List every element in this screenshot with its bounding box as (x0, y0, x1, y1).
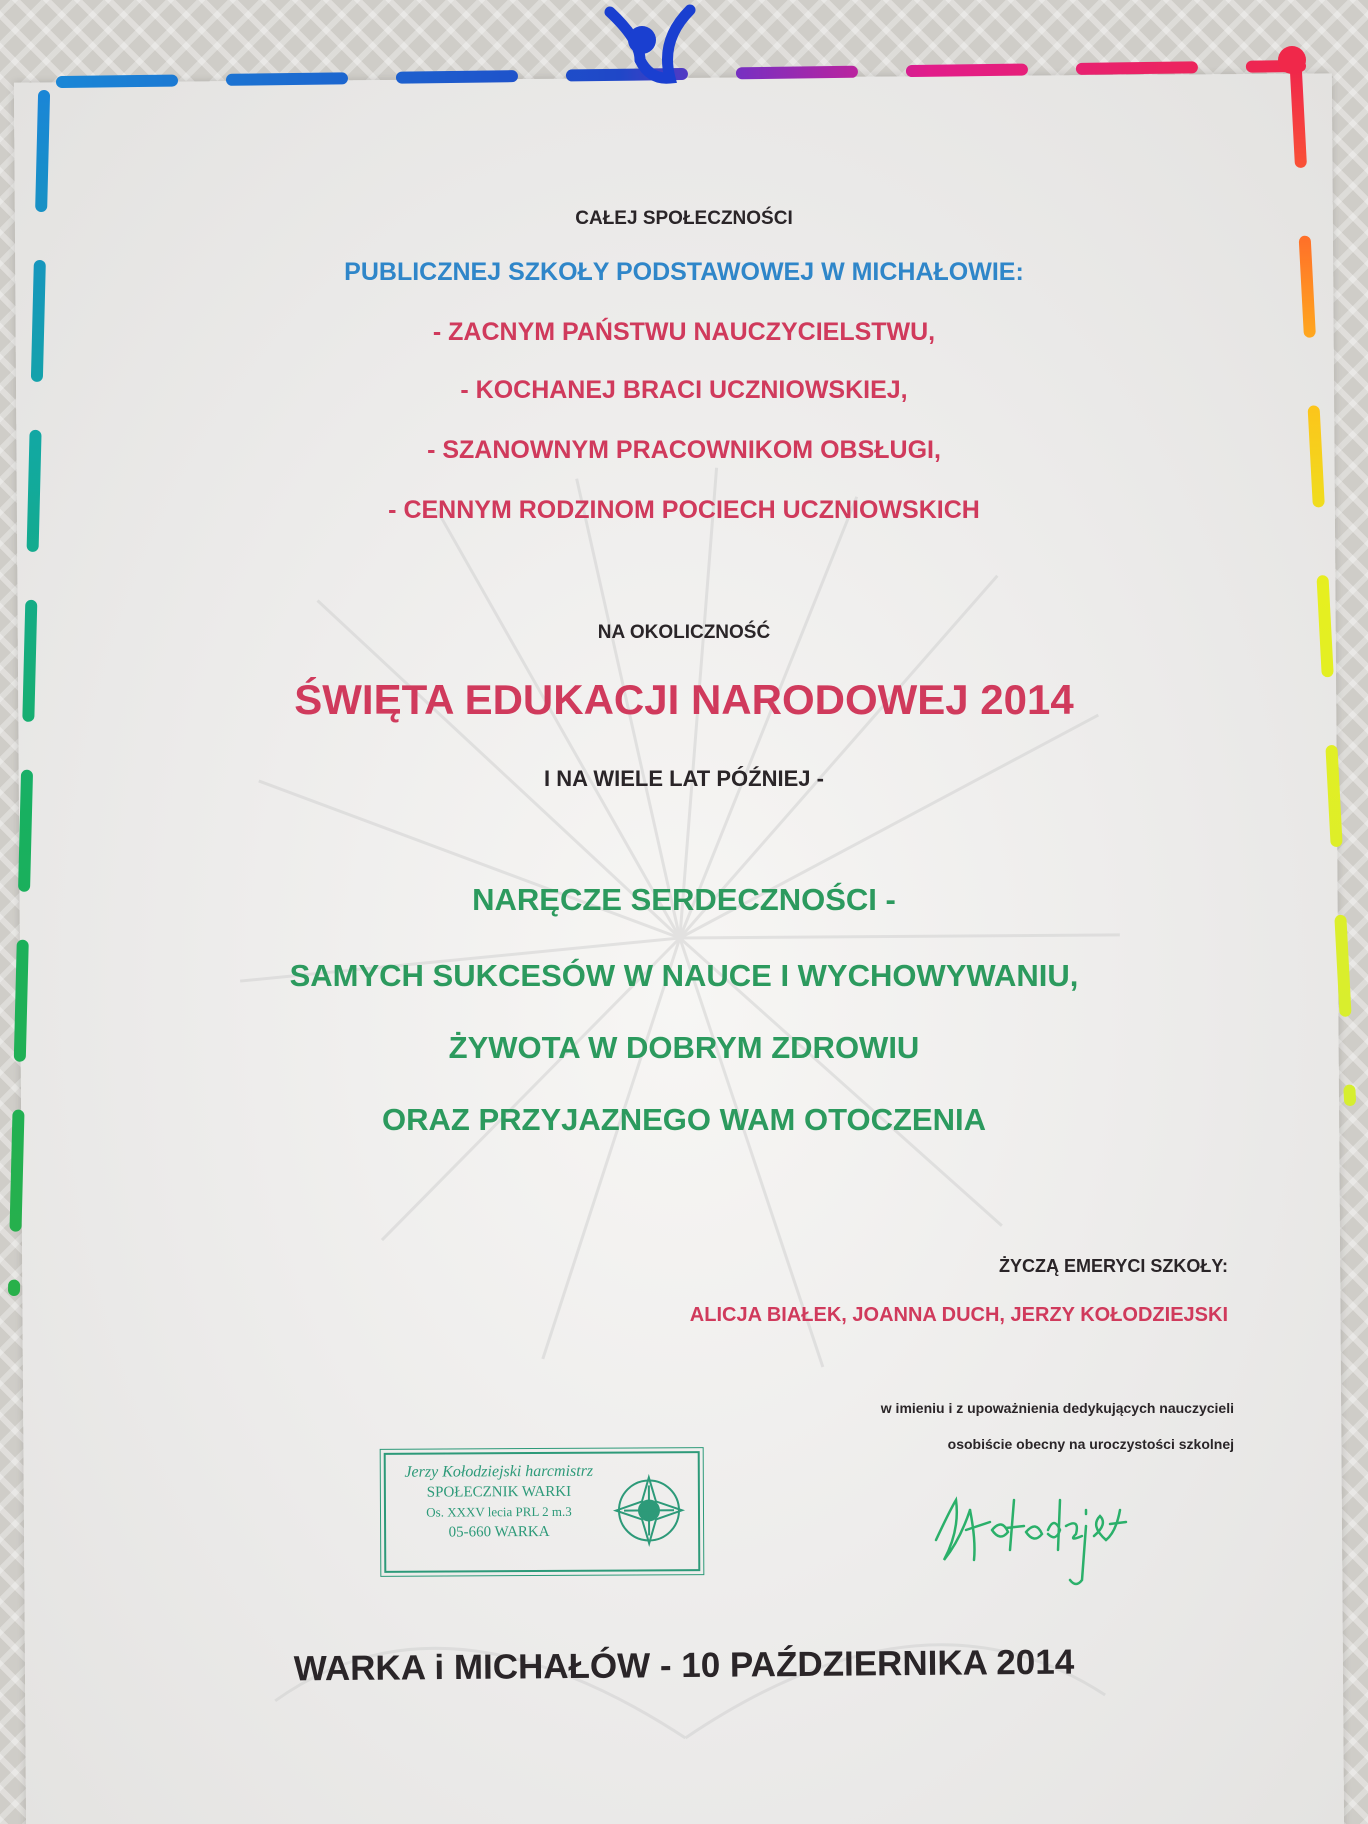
handwritten-signature (930, 1470, 1130, 1590)
stamp-line-3: Os. XXXV lecia PRL 2 m.3 (426, 1503, 572, 1520)
stamp-text (394, 1462, 604, 1543)
footer-place-date: WARKA i MICHAŁÓW - 10 PAŹDZIERNIKA 2014 (293, 1642, 1075, 1689)
wish-line-4: ORAZ PRZYJAZNEGO WAM OTOCZENIA (382, 1102, 986, 1137)
occasion-subtitle: I NA WIELE LAT PÓŹNIEJ - (544, 766, 824, 791)
wish-line-1: NARĘCZE SERDECZNOŚCI - (472, 882, 896, 917)
addressee-intro: CAŁEJ SPOŁECZNOŚCI (575, 208, 793, 229)
wish-line-3: ŻYWOTA W DOBRYM ZDROWIU (448, 1030, 920, 1065)
addressee-group-families: - CENNYM RODZINOM POCIECH UCZNIOWSKICH (388, 496, 980, 524)
senders-intro: ŻYCZĄ EMERYCI SZKOŁY: (999, 1256, 1228, 1276)
wish-line-2: SAMYCH SUKCESÓW W NAUCE I WYCHOWYWANIU, (289, 958, 1079, 993)
official-stamp (384, 1451, 701, 1573)
occasion-title: ŚWIĘTA EDUKACJI NARODOWEJ 2014 (294, 676, 1074, 723)
authorization-line-1: w imieniu i z upoważnienia dedykujących nauczycieli (880, 1400, 1234, 1416)
school-name: PUBLICZNEJ SZKOŁY PODSTAWOWEJ W MICHAŁOWIE: (344, 258, 1024, 286)
addressee-group-staff: - SZANOWNYM PRACOWNIKOM OBSŁUGI, (427, 436, 941, 464)
occasion-intro: NA OKOLICZNOŚĆ (597, 622, 771, 643)
stamp-line-1: Jerzy Kołodziejski harcmistrz (404, 1462, 594, 1481)
addressee-group-teachers: - ZACNYM PAŃSTWU NAUCZYCIELSTWU, (432, 318, 936, 346)
scout-emblem-icon (610, 1471, 688, 1549)
senders-names: ALICJA BIAŁEK, JOANNA DUCH, JERZY KOŁODZIEJSKI (689, 1304, 1228, 1326)
stamp-line-4: 05-660 WARKA (448, 1523, 550, 1541)
authorization-line-2: osobiście obecny na uroczystości szkolnej (947, 1436, 1234, 1452)
stamp-line-2: SPOŁECZNIK WARKI (426, 1483, 572, 1501)
addressee-group-students: - KOCHANEJ BRACI UCZNIOWSKIEJ, (460, 376, 908, 404)
